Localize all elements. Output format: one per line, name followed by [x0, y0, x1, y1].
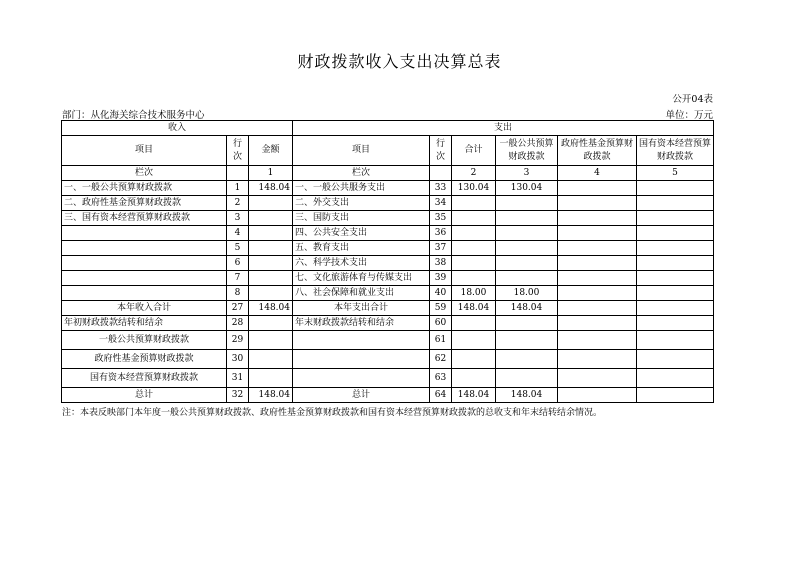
- income-amount: 148.04: [249, 181, 293, 196]
- column-index-row: [62, 166, 714, 181]
- expense-total: [452, 196, 496, 211]
- income-line-no: 30: [227, 350, 249, 369]
- table-row: [62, 256, 714, 271]
- income-item: 一、一般公共预算财政拨款: [62, 181, 227, 196]
- general-budget-amount: [496, 271, 558, 286]
- income-line-no: 4: [227, 226, 249, 241]
- expense-line-no: 34: [430, 196, 452, 211]
- gov-fund-amount: [558, 256, 637, 271]
- table-row: [62, 286, 714, 301]
- expense-total: [452, 211, 496, 226]
- expense-line-no: 38: [430, 256, 452, 271]
- income-line-no: 3: [227, 211, 249, 226]
- state-capital-amount: [637, 241, 714, 256]
- expense-line-no: 63: [430, 369, 452, 388]
- general-budget-amount: [496, 226, 558, 241]
- state-capital-header: 国有资本经营预算财政拨款: [637, 136, 714, 166]
- expense-line-no: 62: [430, 350, 452, 369]
- income-item-header: 项目: [62, 136, 227, 166]
- column-index-label: 栏次: [293, 166, 430, 181]
- expense-item: 六、科学技术支出: [293, 256, 430, 271]
- state-capital-amount: [637, 226, 714, 241]
- state-capital-amount: [637, 256, 714, 271]
- general-budget-amount: [496, 350, 558, 369]
- expense-header: 支出: [293, 121, 714, 136]
- state-capital-amount: [637, 286, 714, 301]
- income-item: [62, 271, 227, 286]
- income-amount: [249, 286, 293, 301]
- header-row-columns: [62, 136, 714, 166]
- gov-fund-amount: [558, 181, 637, 196]
- state-capital-amount: [637, 211, 714, 226]
- form-number: 公开04表: [672, 94, 713, 105]
- expense-line-no: 60: [430, 316, 452, 331]
- table-row: [62, 211, 714, 226]
- expense-line-no: 33: [430, 181, 452, 196]
- general-budget-amount: [496, 256, 558, 271]
- gov-fund-header: 政府性基金预算财政拨款: [558, 136, 637, 166]
- general-budget-amount: 130.04: [496, 181, 558, 196]
- gov-fund-amount: [558, 350, 637, 369]
- general-budget-amount: [496, 331, 558, 350]
- income-amount: [249, 226, 293, 241]
- income-line-no: 27: [227, 301, 249, 316]
- income-line-no-header: 行次: [227, 136, 249, 166]
- income-line-no: 7: [227, 271, 249, 286]
- income-item: [62, 256, 227, 271]
- income-amount: [249, 369, 293, 388]
- expense-total: [452, 350, 496, 369]
- table-row: [62, 226, 714, 241]
- income-amount: [249, 331, 293, 350]
- gov-fund-amount: [558, 331, 637, 350]
- column-index-4: 4: [558, 166, 637, 181]
- expense-item: [293, 331, 430, 350]
- column-index-1: 1: [249, 166, 293, 181]
- expense-item: 总计: [293, 388, 430, 403]
- expense-line-no: 36: [430, 226, 452, 241]
- income-line-no: 2: [227, 196, 249, 211]
- gov-fund-amount: [558, 226, 637, 241]
- state-capital-amount: [637, 301, 714, 316]
- state-capital-amount: [637, 316, 714, 331]
- table-row: [62, 316, 714, 331]
- gov-fund-amount: [558, 286, 637, 301]
- income-line-no: 6: [227, 256, 249, 271]
- expense-line-no-header: 行次: [430, 136, 452, 166]
- income-amount: [249, 350, 293, 369]
- income-item: 本年收入合计: [62, 301, 227, 316]
- income-amount: [249, 316, 293, 331]
- income-item: 国有资本经营预算财政拨款: [62, 369, 227, 388]
- expense-total: 18.00: [452, 286, 496, 301]
- table-row: [62, 369, 714, 388]
- general-budget-amount: [496, 316, 558, 331]
- table-row: [62, 271, 714, 286]
- expense-total: 130.04: [452, 181, 496, 196]
- income-line-no: 8: [227, 286, 249, 301]
- expense-line-no: 35: [430, 211, 452, 226]
- general-budget-amount: [496, 196, 558, 211]
- gov-fund-amount: [558, 316, 637, 331]
- budget-summary-table: [61, 120, 714, 403]
- page-title: 财政拨款收入支出决算总表: [297, 52, 502, 71]
- expense-total: [452, 331, 496, 350]
- table-row: [62, 181, 714, 196]
- unit-label: 单位：万元: [665, 110, 713, 121]
- income-line-no: 28: [227, 316, 249, 331]
- expense-item: 三、国防支出: [293, 211, 430, 226]
- expense-line-no: 59: [430, 301, 452, 316]
- income-line-no: 31: [227, 369, 249, 388]
- state-capital-amount: [637, 271, 714, 286]
- expense-item: 五、教育支出: [293, 241, 430, 256]
- expense-total: [452, 241, 496, 256]
- income-item: 总计: [62, 388, 227, 403]
- general-budget-amount: [496, 369, 558, 388]
- income-item: 政府性基金预算财政拨款: [62, 350, 227, 369]
- expense-item: 一、一般公共服务支出: [293, 181, 430, 196]
- expense-item-header: 项目: [293, 136, 430, 166]
- expense-item: 本年支出合计: [293, 301, 430, 316]
- state-capital-amount: [637, 369, 714, 388]
- gov-fund-amount: [558, 241, 637, 256]
- expense-line-no: 64: [430, 388, 452, 403]
- expense-item: 七、文化旅游体育与传媒支出: [293, 271, 430, 286]
- total-header: 合计: [452, 136, 496, 166]
- income-item: [62, 286, 227, 301]
- income-amount: 148.04: [249, 301, 293, 316]
- table-row: [62, 388, 714, 403]
- state-capital-amount: [637, 331, 714, 350]
- expense-item: [293, 369, 430, 388]
- footnote: 注：本表反映部门本年度一般公共预算财政拨款、政府性基金预算财政拨款和国有资本经营预算财政拨款的总收支和年末结转结余情况。: [62, 408, 603, 418]
- income-line-no: 29: [227, 331, 249, 350]
- table-row: [62, 241, 714, 256]
- income-item: 一般公共预算财政拨款: [62, 331, 227, 350]
- expense-item: 四、公共安全支出: [293, 226, 430, 241]
- state-capital-amount: [637, 388, 714, 403]
- expense-total: [452, 271, 496, 286]
- state-capital-amount: [637, 350, 714, 369]
- income-amount: [249, 196, 293, 211]
- income-amount: [249, 241, 293, 256]
- general-budget-amount: [496, 211, 558, 226]
- expense-line-no: 61: [430, 331, 452, 350]
- column-index-5: 5: [637, 166, 714, 181]
- gov-fund-amount: [558, 196, 637, 211]
- table-row: [62, 350, 714, 369]
- income-amount: 148.04: [249, 388, 293, 403]
- expense-total: 148.04: [452, 388, 496, 403]
- income-line-no: 5: [227, 241, 249, 256]
- expense-total: [452, 226, 496, 241]
- state-capital-amount: [637, 196, 714, 211]
- column-index-3: 3: [496, 166, 558, 181]
- table-row: [62, 301, 714, 316]
- general-budget-amount: 148.04: [496, 301, 558, 316]
- expense-line-no: 37: [430, 241, 452, 256]
- department-label: 部门：从化海关综合技术服务中心: [62, 110, 205, 121]
- gov-fund-amount: [558, 388, 637, 403]
- expense-total: [452, 256, 496, 271]
- header-row-sections: [62, 121, 714, 136]
- expense-total: [452, 369, 496, 388]
- table-row: [62, 196, 714, 211]
- table-row: [62, 331, 714, 350]
- income-item: 年初财政拨款结转和结余: [62, 316, 227, 331]
- expense-total: [452, 316, 496, 331]
- gov-fund-amount: [558, 271, 637, 286]
- expense-item: [293, 350, 430, 369]
- income-item: [62, 226, 227, 241]
- expense-item: 二、外交支出: [293, 196, 430, 211]
- income-line-no: 32: [227, 388, 249, 403]
- expense-total: 148.04: [452, 301, 496, 316]
- expense-line-no: 40: [430, 286, 452, 301]
- general-budget-amount: 18.00: [496, 286, 558, 301]
- expense-item: 八、社会保障和就业支出: [293, 286, 430, 301]
- gov-fund-amount: [558, 211, 637, 226]
- income-amount: [249, 256, 293, 271]
- income-line-no: 1: [227, 181, 249, 196]
- general-budget-amount: [496, 241, 558, 256]
- income-item: [62, 241, 227, 256]
- gov-fund-amount: [558, 301, 637, 316]
- state-capital-amount: [637, 181, 714, 196]
- column-index-2: 2: [452, 166, 496, 181]
- income-header: 收入: [62, 121, 293, 136]
- general-budget-amount: 148.04: [496, 388, 558, 403]
- amount-header: 金额: [249, 136, 293, 166]
- expense-item: 年末财政拨款结转和结余: [293, 316, 430, 331]
- general-budget-header: 一般公共预算财政拨款: [496, 136, 558, 166]
- income-item: 二、政府性基金预算财政拨款: [62, 196, 227, 211]
- expense-line-no: 39: [430, 271, 452, 286]
- column-index-label: 栏次: [62, 166, 227, 181]
- income-item: 三、国有资本经营预算财政拨款: [62, 211, 227, 226]
- income-amount: [249, 211, 293, 226]
- gov-fund-amount: [558, 369, 637, 388]
- income-amount: [249, 271, 293, 286]
